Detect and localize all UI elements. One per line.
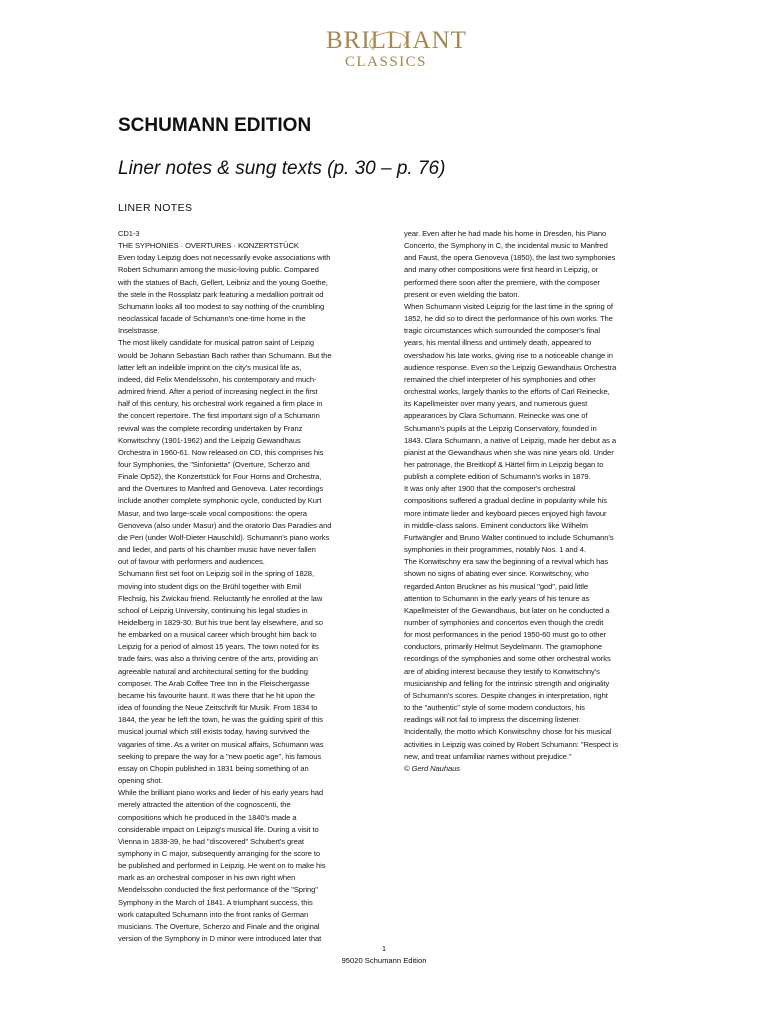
text-line: year. Even after he had made his home in Dresden, his Piano xyxy=(404,229,607,238)
text-line: idea of founding the Neue Zeitschrift für Musik. From 1834 to xyxy=(118,703,318,713)
text-line: Flechsig, his Zwickau friend. Reluctantly he enrolled at the law xyxy=(118,593,323,603)
text-line: the stele in the Rossplatz park featuring a medallion portrait od xyxy=(118,289,324,299)
text-line: its Kapellmeister over many years, and numerous guest xyxy=(404,399,588,409)
text-line: with the statues of Bach, Gellert, Leibniz and the young Goethe, xyxy=(118,277,328,287)
page-number: 1 xyxy=(381,944,387,953)
edition-footer: 95020 Schumann Edition xyxy=(341,956,427,965)
text-line: seeking to prepare the way for a "new poetic age", his famous xyxy=(118,751,322,761)
text-line: vagaries of time. As a writer on musical affairs, Schumann was xyxy=(118,739,324,749)
text-line: and Faust, the opera Genoveva (1850), the last two symphonies xyxy=(404,253,616,263)
text-line: symphonies in their programmes, notably Nos. 1 and 4. xyxy=(404,545,586,555)
text-line: 1843. Clara Schumann, a native of Leipzig, made her debut as a xyxy=(404,435,617,445)
text-line: revival was the complete recording undertaken by Franz xyxy=(118,423,303,433)
text-line: the concert repertoire. The first important sign of a Schumann xyxy=(118,411,320,421)
text-line: Leipzig for a period of almost 15 years. The town noted for its xyxy=(118,642,319,652)
text-line: While the brilliant piano works and lieder of his early years had xyxy=(118,788,324,798)
document-title: SCHUMANN EDITION xyxy=(118,115,312,136)
text-line: merely attracted the attention of the cognoscenti, the xyxy=(118,800,291,810)
text-line: The most likely candidate for musical patron saint of Leipzig xyxy=(118,338,315,348)
text-line: for most performances in the period 1950-60 must go to other xyxy=(404,630,607,640)
text-line: number of symphonies and concertos even though the credit xyxy=(404,618,604,627)
text-line: recordings of the symphonies and some other orchestral works xyxy=(404,654,611,664)
text-line: and lieder, and parts of his chamber music have never fallen xyxy=(118,545,316,555)
text-line: half of this century, his orchestral work regained a firm place in xyxy=(118,399,323,409)
text-line: Genoveva (also under Masur) and the oratorio Das Paradies and xyxy=(118,520,332,530)
text-line: performed there soon after the premiere, with the composer xyxy=(404,277,600,287)
text-line: agreeable natural and architectural setting for the budding xyxy=(118,666,308,676)
text-line: appearances by Clara Schumann. Reinecke was one of xyxy=(404,411,588,421)
text-line: Kapellmeister of the Gewandhaus, but later on he conducted a xyxy=(404,605,610,615)
text-line: he embarked on a musical career which brought him back to xyxy=(118,630,317,640)
text-line: THE SYPHONIES · OVERTURES · KONZERTSTÜCK xyxy=(118,241,299,251)
text-line: The Konwitschny era saw the beginning of a revival which has xyxy=(404,557,609,567)
text-line: tragic circumstances which surrounded the composer's final xyxy=(404,326,601,336)
text-line: compositions which he produced in the 1840's made a xyxy=(118,812,297,822)
text-line: attention to Schumann in the early years of his tenure as xyxy=(404,593,590,603)
section-heading: LINER NOTES xyxy=(118,202,193,214)
text-line: Concerto, the Symphony in C, the incidental music to Manfred xyxy=(404,241,608,251)
logo-brand-text: BRILLIANT xyxy=(326,27,467,54)
text-line: include another complete symphonic cycle, conducted by Kurt xyxy=(118,496,322,506)
text-line: orchestral works, largely thanks to the efforts of Carl Reinecke, xyxy=(404,387,610,397)
text-line: are of abiding interest because they testify to Konwitschny's xyxy=(404,666,600,676)
text-line: Furtwängler and Bruno Walter continued to include Schumann's xyxy=(404,532,614,542)
text-line: indeed, did Felix Mendelssohn, his contemporary and much- xyxy=(118,374,317,384)
text-line: present or even wielding the baton. xyxy=(404,289,520,299)
brilliant-classics-logo xyxy=(326,27,467,78)
text-line: remained the chief interpreter of his symphonies and other xyxy=(404,374,596,384)
text-line: When Schumann visited Leipzig for the last time in the spring of xyxy=(404,301,613,311)
text-line: Schumann first set foot on Leipzig soil in the spring of 1828, xyxy=(118,569,314,579)
text-line: mark as an orchestral composer in his own right when xyxy=(118,873,296,883)
text-line: more intimate lieder and keyboard pieces enjoyed high favour xyxy=(404,508,607,518)
text-line: Konwitschny (1901-1962) and the Leipzig Gewandhaus xyxy=(118,435,301,445)
text-line: essay on Chopin published in 1831 being something of an xyxy=(118,763,309,773)
text-line: audience response. Even so the Leipzig Gewandhaus Orchestra xyxy=(404,362,617,372)
text-line: neoclassical facade of Schumann's one-time home in the xyxy=(118,314,306,324)
text-line: in middle-class salons. Eminent conductors like Wilhelm xyxy=(404,520,588,530)
text-line: Inselstrasse. xyxy=(118,326,160,336)
text-line: trade fairs, was also a thriving centre of the arts, providing an xyxy=(118,654,318,664)
text-line: of Schumann's scores. Despite changes in interpretation, right xyxy=(404,690,608,700)
text-line: her patronage, the Breitkopf & Härtel firm in Leipzig began to xyxy=(404,459,604,469)
text-line: Mendelssohn conducted the first performance of the "Spring" xyxy=(118,885,318,895)
text-line: activities in Leipzig was coined by Robert Schumann: "Respect is xyxy=(404,739,619,749)
text-line: work catapulted Schumann into the front ranks of German xyxy=(118,909,309,919)
text-line: latter left an indelible imprint on the city's musical life as, xyxy=(118,362,302,372)
text-line: Masur, and two large-scale vocal compositions: the opera xyxy=(118,508,307,518)
text-line: 1844, the year he left the town, he was the guiding spirit of this xyxy=(118,715,323,725)
text-line: new, and treat unfamiliar names without prejudice." xyxy=(404,751,572,761)
text-line: be published and performed in Leipzig. He went on to make his xyxy=(118,861,326,871)
text-line: and many other compositions were first heard in Leipzig, or xyxy=(404,265,599,275)
text-line: CD1-3 xyxy=(118,229,140,238)
text-line: opening shot. xyxy=(118,776,163,786)
text-line: Even today Leipzig does not necessarily evoke associations with xyxy=(118,253,331,263)
author-signature: © Gerd Nauhaus xyxy=(404,763,460,773)
text-line: Robert Schumann among the music-loving public. Compared xyxy=(118,265,319,275)
text-line: to the "authentic" style of some modern conductors, his xyxy=(404,703,585,713)
text-line: compositions suffered a gradual decline in popularity while his xyxy=(404,496,607,506)
left-text-column xyxy=(118,228,393,945)
text-line: die Peri (under Wolf-Dieter Hauschild). Schumann's piano works xyxy=(118,532,330,542)
text-line: musicianship and felling for the intrinsic strength and originality xyxy=(404,678,610,688)
text-line: out of favour with performers and audiences. xyxy=(118,557,265,567)
text-line: Vienna in 1838-39, he had "discovered" Schubert's great xyxy=(118,836,304,846)
text-line: years, his mental illness and untimely death, appeared to xyxy=(404,338,592,348)
text-line: publish a complete edition of Schumann's works in 1879. xyxy=(404,472,591,482)
text-line: symphony in C major, subsequently arranging for the score to xyxy=(118,848,321,858)
text-line: readings will not fail to impress the discerning listener. xyxy=(404,715,581,725)
text-line: musicians. The Overture, Scherzo and Finale and the original xyxy=(118,921,320,931)
text-line: four Symphonies, the "Sinfonietta" (Overture, Scherzo and xyxy=(118,459,310,469)
logo-sub-text: CLASSICS xyxy=(344,54,428,70)
text-line: It was only after 1900 that the composer's orchestral xyxy=(404,484,576,494)
text-line: Schumann's pupils at the Leipzig Conservatory, founded in xyxy=(404,423,597,433)
text-line: pianist at the Gewandhaus when she was nine years old. Under xyxy=(404,447,614,457)
text-line: admired friend. After a period of increasing neglect in the first xyxy=(118,387,318,397)
text-line: school of Leipzig University, continuing his legal studies in xyxy=(118,605,308,615)
text-line: conductors, primarily Helmut Seydelmann. The gramophone xyxy=(404,642,603,652)
text-line: shown no signs of abating ever since. Konwitschny, who xyxy=(404,569,589,579)
right-text-column xyxy=(404,228,690,775)
text-line: version of the Symphony in D minor were introduced later that xyxy=(118,934,322,944)
text-line: Orchestra in 1960-61. Now released on CD, this comprises his xyxy=(118,447,324,457)
text-line: considerable impact on Leipzig's musical life. During a visit to xyxy=(118,824,319,834)
text-line: composer. The Arab Coffee Tree Inn in the Fleischergasse xyxy=(118,678,310,688)
text-line: Symphony in the March of 1841. A triumphant success, this xyxy=(118,897,313,907)
text-line: musical journal which still exists today, having survived the xyxy=(118,727,310,737)
text-line: would be Johann Sebastian Bach rather than Schumann. But the xyxy=(118,350,332,360)
text-line: Incidentally, the motto which Konwitschny chose for his musical xyxy=(404,727,612,737)
text-line: Schumann looks all too modest to say nothing of the crumbling xyxy=(118,301,325,311)
document-subtitle: Liner notes & sung texts (p. 30 – p. 76) xyxy=(118,158,446,179)
text-line: moving into student digs on the Brühl together with Emil xyxy=(118,581,301,591)
text-line: overshadow his late works, giving rise to a noticeable change in xyxy=(404,350,613,360)
text-line: 1852, he did so to direct the performance of his own works. The xyxy=(404,314,613,324)
text-line: Finale Op52), the Konzertstück for Four Horns and Orchestra, xyxy=(118,472,322,482)
text-line: regarded Anton Bruckner as his musical "god", paid little xyxy=(404,581,589,591)
text-line: became his favourite haunt. It was there that he hit upon the xyxy=(118,690,315,700)
text-line: Heidelberg in 1829-30. But his true bent lay elsewhere, and so xyxy=(118,618,323,627)
text-line: and the Overtures to Manfred and Genoveva. Later recordings xyxy=(118,484,324,494)
